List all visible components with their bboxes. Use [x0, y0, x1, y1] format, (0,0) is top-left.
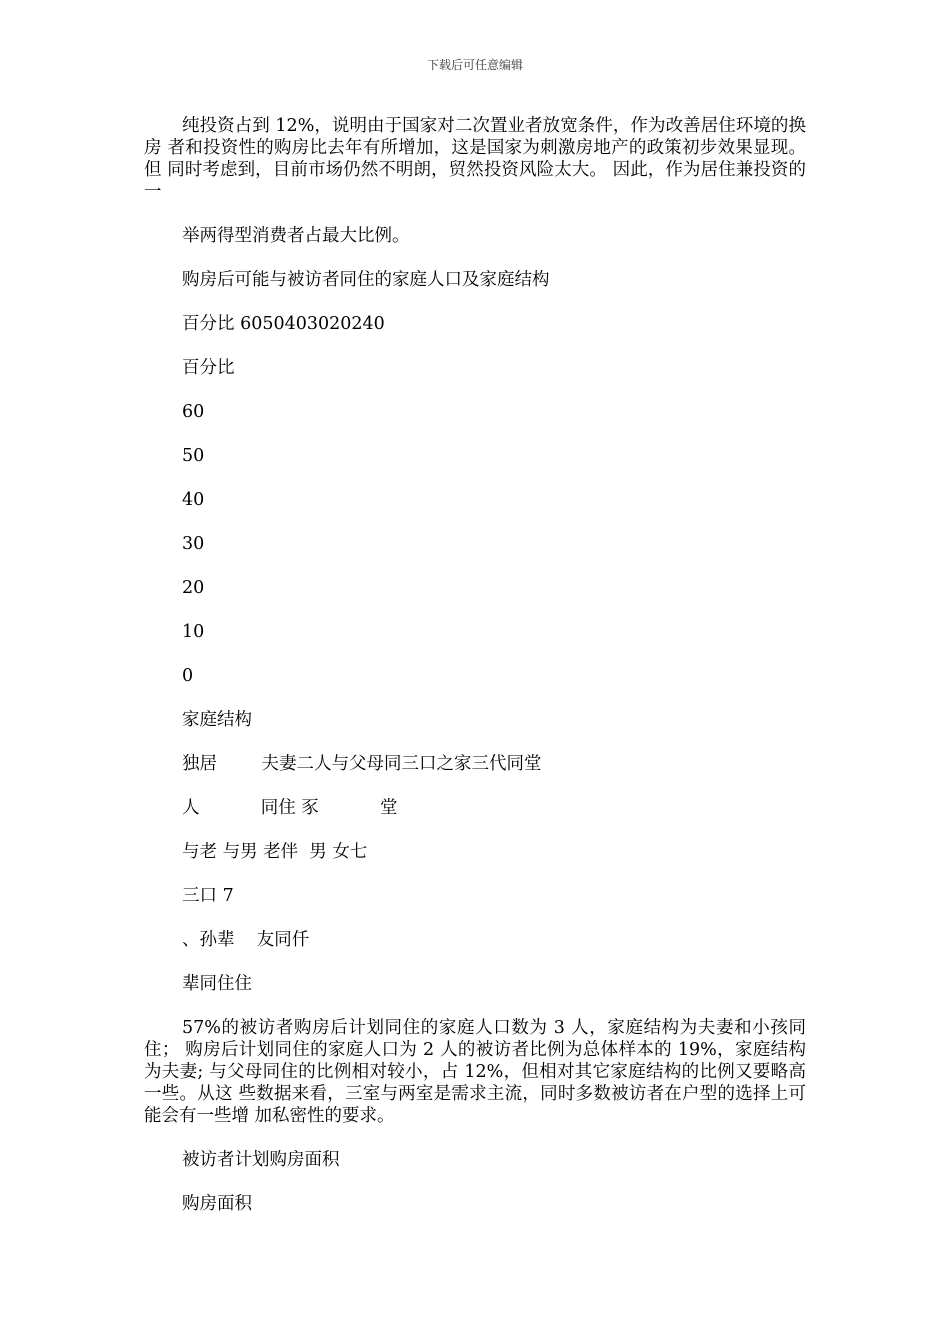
chart-category-line-5: 、孙辈 友同仟 — [182, 930, 310, 950]
chart-tick-10: 10 — [182, 622, 205, 642]
section-heading-area: 被访者计划购房面积 — [182, 1150, 340, 1170]
chart-tick-60: 60 — [182, 402, 205, 422]
paragraph-investment: 纯投资占到 12%，说明由于国家对二次置业者放宽条件，作为改善居住环境的换房 者和投资性的购房比去年有所增加，这是国家为刺激房地产的政策初步效果显现。但 同时考虑到，目前市场仍然不明朗，贸然投资风险太大。 因此，作为居住兼投资的一 — [144, 116, 806, 202]
chart-tick-50: 50 — [182, 446, 205, 466]
chart-axis-label: 百分比 — [182, 358, 235, 378]
chart-title-area: 购房面积 — [182, 1194, 252, 1214]
chart-category-line-6: 辈同住住 — [182, 974, 252, 994]
paragraph-family-analysis: 57%的被访者购房后计划同住的家庭人口数为 3 人，家庭结构为夫妻和小孩同住； 购房后计划同住的家庭人口为 2 人的被访者比例为总体样本的 19%，家庭结构为夫妻; 与父母同住的比例相对较小，占 12%，但相对其它家庭结构的比例又要略高一些。从这 些数据来看，三室与两室是需求主流，同时多数被访者在户型的选择上可能会有一些增 加私密性的要求。 — [144, 1018, 806, 1126]
page-header: 下载后可任意编辑 — [426, 58, 523, 72]
chart-xaxis-label: 家庭结构 — [182, 710, 252, 730]
chart-tick-0: 0 — [182, 666, 194, 686]
chart-residue-percent-line: 百分比 6050403020240 — [182, 314, 385, 334]
chart-tick-30: 30 — [182, 534, 205, 554]
chart-category-line-4: 三口 7 — [182, 886, 234, 906]
document-body — [144, 115, 806, 1215]
section-heading-family: 购房后可能与被访者同住的家庭人口及家庭结构 — [182, 270, 550, 290]
chart-tick-20: 20 — [182, 578, 205, 598]
chart-category-line-1: 独居 夫妻二人与父母同三口之家三代同堂 — [182, 754, 542, 774]
chart-category-line-3: 与老 与男 老伴 男 女七 — [182, 842, 368, 862]
chart-tick-40: 40 — [182, 490, 205, 510]
paragraph-continuation: 举两得型消费者占最大比例。 — [182, 226, 410, 246]
chart-category-line-2: 人 同住 豕 堂 — [182, 798, 398, 818]
